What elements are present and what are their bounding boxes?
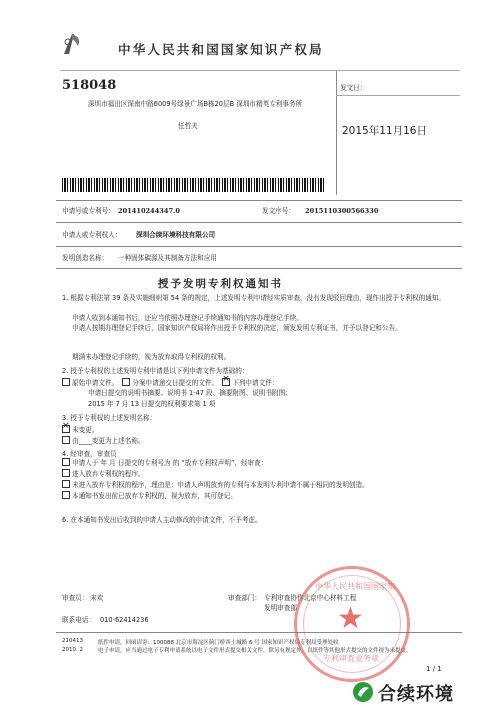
form-code-2: 2010. 2 (62, 647, 83, 653)
invention-name-label: 发明创造名称： (62, 254, 109, 262)
item-4d-text: 本通知书发出前已放弃专利权的，视为放弃，其可登记。 (72, 492, 237, 500)
dept: 专利审查协作北京中心材料工程 (264, 594, 357, 602)
item-1: 1. 根据专利法第 39 条及实施细则第 54 条的规定，上述发明专利申请经实质审查，没有发现驳回理由，现作出授予专利权的通知。 (62, 294, 446, 302)
dept-label: 审查部门： (228, 594, 261, 602)
footer-note-1: 纸件申请，回函请寄：100088 北京市海淀区蓟门桥西土城路 6 号 国家知识产权局专利局受理处收 (98, 640, 339, 646)
footer-note-2: 电子申请，应当通过电子专利申请系统以电子文件形式提交相关文件。除另有规定外，以纸件等其他形式提交的文件视为未提交。 (98, 648, 412, 654)
page-number: 1 / 1 (426, 665, 442, 673)
invention-name: 一种固体碳源及其制备方法和应用 (118, 254, 217, 262)
following-files-checkbox[interactable] (222, 378, 230, 386)
official-seal-icon (294, 566, 410, 682)
barcode (62, 178, 324, 192)
name-changed-option (62, 436, 145, 446)
waiver-entered-checkbox[interactable] (62, 469, 70, 477)
item-4c-text: 未进入放弃专利权的程序，理由是：申请人声明放弃的专利与本发明专利申请不属于相同的发明创造。 (72, 481, 369, 489)
waived-before-checkbox[interactable] (62, 491, 70, 499)
files-line-1: 申请日提交的说明书摘要、说明书 1-47 段、摘要附图、说明书附图； (88, 389, 292, 397)
original-files-label: 原始申请文件。 (72, 379, 119, 387)
files-line-2: 2015 年 7 月 13 日提交的权利要求第 1 项 (88, 400, 216, 408)
applicant: 深圳合续环境科技有限公司 (136, 231, 216, 239)
recipient: 任哲夫 (178, 122, 198, 130)
name-unchanged-label: 未变更。 (72, 426, 99, 434)
applicant-label: 申请人或专利权人： (62, 231, 122, 239)
send-date-label: 发文日： (340, 84, 367, 92)
examiner-label: 审查员： (62, 594, 89, 602)
office-logo-icon (60, 30, 84, 56)
item-1c: 期满未办理登记手续的，视为放弃取得专利权的权利。 (72, 353, 231, 361)
item-4b-text: 进入放弃专利权的程序。 (72, 470, 145, 478)
brand-name: 合续环境 (378, 684, 454, 705)
phone-label: 联系电话： (62, 616, 95, 624)
waiver-not-entered-checkbox[interactable] (62, 480, 70, 488)
following-files-label: 下列申请文件： (232, 379, 279, 387)
postcode: 518048 (62, 78, 117, 93)
name-unchanged-option (62, 425, 98, 435)
item-4a-text: 申请人于 年 月 日提交的专利号为 的 “放弃专利权声明”，经审查： (72, 459, 268, 467)
name-unchanged-checkbox[interactable] (62, 425, 70, 433)
doc-serial: 2015110300566330 (305, 207, 379, 215)
seal-star-icon: ★ (337, 601, 364, 636)
office-title: 中华人民共和国国家知识产权局 (118, 42, 324, 57)
item-2: 2. 授予专利权的上述发明专利申请是以下列申请文件为基础的： (62, 367, 249, 375)
seal-bottom-text: 专利审查业务章 (323, 654, 379, 663)
item-3: 3. 授予专利权的上述发明名称： (62, 414, 157, 422)
item-4c (62, 480, 369, 490)
brand-logo-icon (352, 681, 374, 703)
item-1a: 申请人收到本通知书后，还应当依照办理登记手续通知书的内容办理登记手续。 (72, 314, 303, 322)
application-no-label: 申请号或专利号： (62, 207, 115, 215)
divisional-files-checkbox[interactable] (122, 378, 130, 386)
name-changed-label: 由____变更为上述名称。 (72, 437, 145, 445)
item-4d (62, 491, 237, 501)
doc-serial-label: 发文序号： (262, 207, 295, 215)
item-4b (62, 469, 145, 479)
dept-label-2: 发明审查部 (264, 604, 297, 612)
seal-top-text: 中华人民共和国国家知 (315, 582, 395, 591)
application-no: 201410244347.0 (118, 207, 180, 215)
phone: 010-62414236 (100, 616, 149, 624)
item-4a (62, 458, 267, 468)
item-1b: 申请人按期办理登记手续后，国家知识产权局将作出授予专利权的决定，颁发发明专利证书，并予以登记和公告。 (72, 324, 402, 332)
send-date: 2015年11月16日 (342, 125, 427, 137)
waiver-declaration-checkbox[interactable] (62, 458, 70, 466)
examiner: 宋欢 (90, 594, 104, 602)
form-code-1: 210413 (62, 638, 83, 644)
notice-title: 授予发明专利权通知书 (158, 278, 283, 290)
name-changed-checkbox[interactable] (62, 436, 70, 444)
file-basis-options (62, 378, 278, 388)
divisional-files-label: 分案申请递交日提交的文件。 (132, 379, 219, 387)
address: 深圳市福田区深南中路6009号绿景广场B栋20层B 深圳市精英专利事务所 (87, 100, 303, 108)
item-6: 6. 在本通知书发出后收到的申请人主动修改的申请文件，不予考虑。 (62, 516, 262, 524)
original-files-checkbox[interactable] (62, 378, 70, 386)
item-4: 4. 经审查，审查员 (62, 450, 117, 458)
